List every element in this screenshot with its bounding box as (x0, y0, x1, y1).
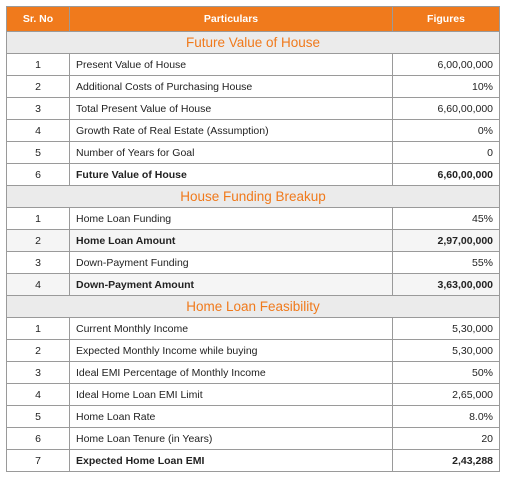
table-row (7, 318, 500, 340)
section-title: Home Loan Feasibility (7, 296, 500, 318)
row-particular: Present Value of House (70, 54, 393, 76)
row-particular: Expected Home Loan EMI (70, 450, 393, 472)
table-row (7, 120, 500, 142)
section-title: House Funding Breakup (7, 186, 500, 208)
section-title: Future Value of House (7, 32, 500, 54)
section-header-row (7, 186, 500, 208)
row-sr-no: 4 (7, 384, 70, 406)
table-row (7, 384, 500, 406)
row-particular: Down-Payment Funding (70, 252, 393, 274)
header-figures: Figures (393, 7, 500, 32)
row-particular: Home Loan Funding (70, 208, 393, 230)
table-body (7, 32, 500, 472)
row-figure: 10% (393, 76, 500, 98)
home-loan-table (6, 6, 500, 472)
row-sr-no: 7 (7, 450, 70, 472)
row-particular: Home Loan Tenure (in Years) (70, 428, 393, 450)
row-figure: 55% (393, 252, 500, 274)
row-sr-no: 1 (7, 208, 70, 230)
row-figure: 8.0% (393, 406, 500, 428)
row-sr-no: 1 (7, 54, 70, 76)
row-particular: Expected Monthly Income while buying (70, 340, 393, 362)
row-figure: 6,60,00,000 (393, 164, 500, 186)
row-particular: Ideal Home Loan EMI Limit (70, 384, 393, 406)
header-sr-no: Sr. No (7, 7, 70, 32)
row-figure: 2,43,288 (393, 450, 500, 472)
table-row (7, 428, 500, 450)
row-figure: 50% (393, 362, 500, 384)
row-sr-no: 2 (7, 340, 70, 362)
row-figure: 5,30,000 (393, 340, 500, 362)
row-sr-no: 5 (7, 142, 70, 164)
table-row (7, 450, 500, 472)
table-row (7, 406, 500, 428)
row-particular: Down-Payment Amount (70, 274, 393, 296)
row-figure: 45% (393, 208, 500, 230)
row-particular: Current Monthly Income (70, 318, 393, 340)
row-figure: 2,65,000 (393, 384, 500, 406)
row-figure: 0% (393, 120, 500, 142)
row-particular: Home Loan Rate (70, 406, 393, 428)
row-sr-no: 4 (7, 120, 70, 142)
row-particular: Home Loan Amount (70, 230, 393, 252)
table-row (7, 274, 500, 296)
row-sr-no: 3 (7, 252, 70, 274)
row-sr-no: 2 (7, 76, 70, 98)
row-sr-no: 3 (7, 98, 70, 120)
table-row (7, 164, 500, 186)
row-sr-no: 2 (7, 230, 70, 252)
header-particulars: Particulars (70, 7, 393, 32)
row-sr-no: 4 (7, 274, 70, 296)
table-row (7, 362, 500, 384)
row-particular: Future Value of House (70, 164, 393, 186)
row-figure: 3,63,00,000 (393, 274, 500, 296)
row-sr-no: 1 (7, 318, 70, 340)
table-row (7, 340, 500, 362)
table-row (7, 76, 500, 98)
row-particular: Number of Years for Goal (70, 142, 393, 164)
row-figure: 2,97,00,000 (393, 230, 500, 252)
row-particular: Ideal EMI Percentage of Monthly Income (70, 362, 393, 384)
row-sr-no: 5 (7, 406, 70, 428)
section-header-row (7, 296, 500, 318)
row-sr-no: 3 (7, 362, 70, 384)
row-particular: Total Present Value of House (70, 98, 393, 120)
row-figure: 6,00,00,000 (393, 54, 500, 76)
table-row (7, 54, 500, 76)
row-particular: Growth Rate of Real Estate (Assumption) (70, 120, 393, 142)
table-row (7, 252, 500, 274)
table-row (7, 98, 500, 120)
row-figure: 20 (393, 428, 500, 450)
table-row (7, 230, 500, 252)
row-sr-no: 6 (7, 164, 70, 186)
table-row (7, 142, 500, 164)
row-figure: 6,60,00,000 (393, 98, 500, 120)
section-header-row (7, 32, 500, 54)
header-row (7, 7, 500, 32)
row-figure: 0 (393, 142, 500, 164)
row-particular: Additional Costs of Purchasing House (70, 76, 393, 98)
row-sr-no: 6 (7, 428, 70, 450)
table-row (7, 208, 500, 230)
row-figure: 5,30,000 (393, 318, 500, 340)
